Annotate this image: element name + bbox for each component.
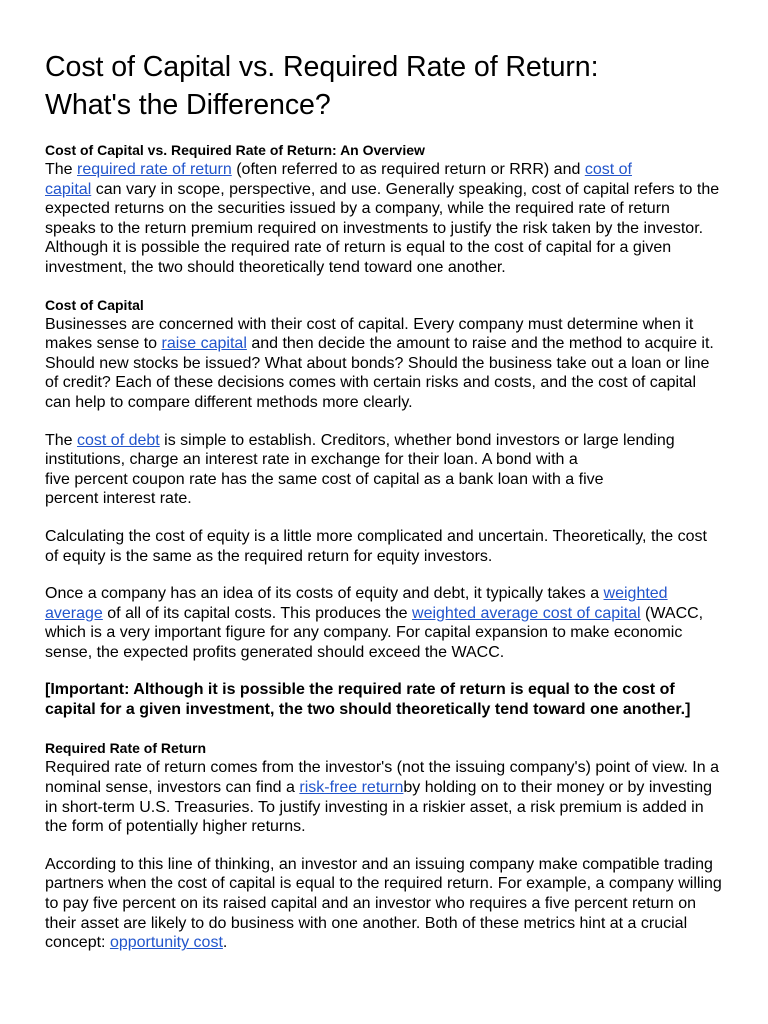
coc-p2-text-3: five percent coupon rate has the same cost of capital as a bank loan with a five [45, 470, 604, 488]
rrr-p2-text-1: According to this line of thinking, an investor and an issuing company make compatible trading partners when the cost of capital is equal to the required return. For example, a company willing to pay five percent on its raised capital and an investor who requires a five percent return on their asset are likely to do business with one another. Both of these metrics hint at a crucial concept: [45, 855, 722, 952]
rrr-p1-text-2: by holding on to their money or by investing in short-term U.S. Treasuries. To justify investing in a riskier asset, a risk premium is added in the form of potentially higher returns. [45, 779, 713, 836]
overview-text-3: can vary in scope, perspective, and use. Generally speaking, cost of capital refers to the expected returns on the securities issued by a company, while the required rate of return speaks to the return premium required on investments to justify the risk taken by the investor. Although it is possible the required rate of return is equal to the cost of capital for a given investment, the two should theoretically tend toward one another. [45, 180, 720, 276]
section-heading-cost-of-capital: Cost of Capital [45, 296, 144, 313]
link-weighted-average-part-1[interactable]: weighted [603, 585, 668, 603]
link-cost-of-debt[interactable]: cost of debt [77, 431, 160, 449]
section-heading-required-rate-of-return: Required Rate of Return [45, 740, 207, 757]
cost-of-capital-paragraph-1 [45, 315, 724, 413]
cost-of-capital-paragraph-3: Calculating the cost of equity is a little more complicated and uncertain. Theoretically, the cost of equity is the same as the required return for equity investors. [45, 527, 707, 565]
important-callout: [Important: Although it is possible the required rate of return is equal to the cost of capital for a given investment, the two should theoretically tend toward one another.] [45, 681, 691, 719]
section-heading-overview: Cost of Capital vs. Required Rate of Return: An Overview [45, 142, 425, 158]
link-opportunity-cost[interactable]: opportunity cost [109, 934, 223, 952]
required-rate-paragraph-1 [45, 758, 724, 836]
overview-paragraph [45, 160, 724, 278]
coc-p2-text-4: percent interest rate. [45, 490, 192, 508]
link-weighted-average-part-2[interactable]: average [45, 604, 103, 622]
cost-of-capital-paragraph-2 [45, 431, 724, 509]
coc-p2-text-2: is simple to establish. Creditors, whether bond investors or large lending institutions, charge an interest rate in exchange for their loan. A bond with a [45, 431, 675, 469]
overview-text-1: The [45, 161, 78, 178]
cost-of-capital-paragraph-4 [45, 584, 724, 662]
coc-p4-text-3: (WACC, which is a very important figure for any company. For capital expansion to make economic sense, the expected profits generated should exceed the WACC. [45, 604, 704, 661]
rrr-p1-text-1: Required rate of return comes from the investor's (not the issuing company's) point of view. In a nominal sense, investors can find a [45, 759, 719, 797]
coc-p1-text-1: Businesses are concerned with their cost of capital. Every company must determine when it makes sense to [45, 315, 694, 353]
coc-p4-text-2: of all of its capital costs. This produces the [102, 604, 413, 622]
required-rate-paragraph-2 [45, 855, 724, 953]
link-cost-of-capital-part-1[interactable]: cost of [584, 161, 632, 178]
coc-p2-text-1: The [45, 431, 78, 449]
coc-p1-text-2: and then decide the amount to raise and the method to acquire it. Should new stocks be issued? What about bonds? Should the business take out a loan or line of credit? Each of these decisions comes with certain risks and costs, and the cost of capital can help to compare different methods more clearly. [45, 335, 714, 411]
link-weighted-average-cost-of-capital[interactable]: weighted average cost of capital [412, 604, 641, 622]
overview-text-2: (often referred to as required return or RRR) and [231, 161, 585, 178]
link-raise-capital[interactable]: raise capital [161, 335, 247, 353]
rrr-p2-text-2: . [222, 934, 228, 952]
link-risk-free-return[interactable]: risk-free return [299, 779, 404, 797]
page-title [45, 48, 724, 124]
link-required-rate-of-return[interactable]: required rate of return [77, 161, 232, 178]
page-title-line-1: Cost of Capital vs. Required Rate of Return: [45, 51, 599, 83]
page-title-line-2: What's the Difference? [45, 89, 331, 121]
link-cost-of-capital-part-2[interactable]: capital [45, 180, 92, 198]
coc-p4-text-1: Once a company has an idea of its costs of equity and debt, it typically takes a [45, 585, 604, 603]
